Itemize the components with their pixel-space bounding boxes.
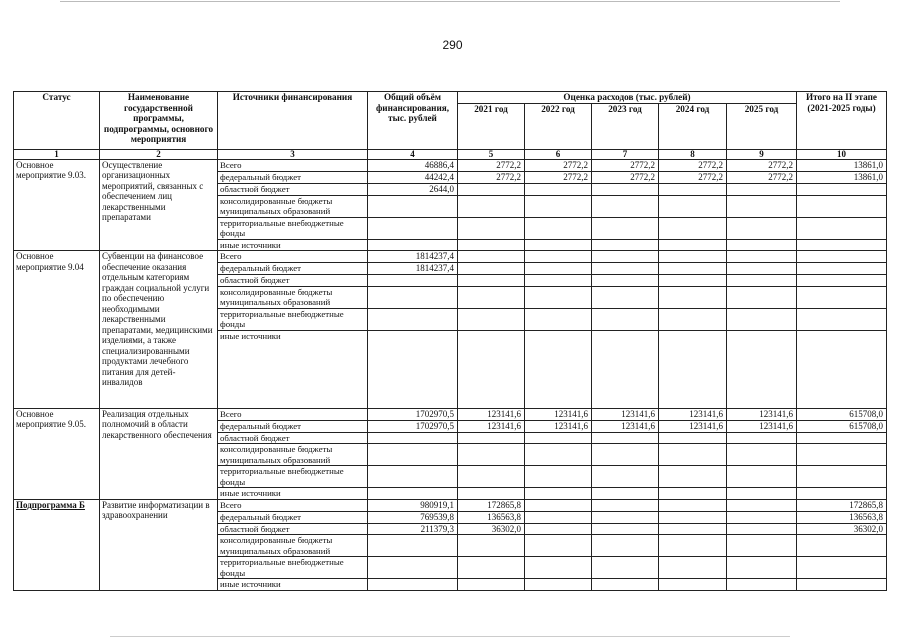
- stage-total-cell: 136563,8: [797, 511, 887, 523]
- funding-source-cell: территориальные внебюджетные фонды: [218, 557, 368, 579]
- header-total: Общий объём финансирования, тыс. рублей: [368, 92, 458, 150]
- year-amount-cell: [659, 195, 727, 217]
- year-amount-cell: [458, 251, 525, 263]
- year-amount-cell: [659, 432, 727, 444]
- year-amount-cell: [592, 183, 659, 195]
- funding-source-cell: консолидированные бюджеты муниципальных образований: [218, 444, 368, 466]
- total-amount-cell: [368, 217, 458, 239]
- year-amount-cell: [659, 488, 727, 500]
- stage-total-cell: [797, 557, 887, 579]
- year-amount-cell: [659, 239, 727, 251]
- funding-source-cell: иные источники: [218, 239, 368, 251]
- status-cell: Основное мероприятие 9.05.: [14, 408, 100, 499]
- year-amount-cell: 123141,6: [525, 420, 592, 432]
- funding-source-cell: областной бюджет: [218, 183, 368, 195]
- year-amount-cell: [592, 263, 659, 275]
- year-amount-cell: [727, 488, 797, 500]
- year-amount-cell: [727, 432, 797, 444]
- stage-total-cell: 172865,8: [797, 499, 887, 511]
- year-amount-cell: [525, 432, 592, 444]
- year-amount-cell: 123141,6: [592, 420, 659, 432]
- year-amount-cell: [727, 239, 797, 251]
- year-amount-cell: [592, 239, 659, 251]
- col-number: 5: [458, 149, 525, 159]
- stage-total-cell: [797, 488, 887, 500]
- year-amount-cell: [458, 308, 525, 330]
- year-amount-cell: [727, 511, 797, 523]
- year-amount-cell: [525, 523, 592, 535]
- year-amount-cell: 123141,6: [659, 420, 727, 432]
- stage-total-cell: [797, 286, 887, 308]
- header-year-2025: 2025 год: [727, 103, 797, 149]
- year-amount-cell: [525, 275, 592, 287]
- funding-source-cell: иные источники: [218, 330, 368, 408]
- year-amount-cell: [592, 308, 659, 330]
- total-amount-cell: 1702970,5: [368, 408, 458, 420]
- year-amount-cell: [727, 286, 797, 308]
- year-amount-cell: [592, 286, 659, 308]
- year-amount-cell: [525, 557, 592, 579]
- funding-source-cell: Всего: [218, 408, 368, 420]
- measure-name-cell: Осуществление организационных мероприятий, связанных с обеспечением лиц лекарственными препаратами: [100, 159, 218, 251]
- year-amount-cell: [458, 263, 525, 275]
- stage-total-cell: 615708,0: [797, 420, 887, 432]
- measure-name-cell: Субвенции на финансовое обеспечение оказания отдельным категориям граждан социальной услуги по обеспечению необходимыми лекарственными препаратами, медицинскими изделиями, а также специализированными продуктами лечебного питания для детей-инвалидов: [100, 251, 218, 409]
- year-amount-cell: [727, 466, 797, 488]
- year-amount-cell: 136563,8: [458, 511, 525, 523]
- stage-total-cell: [797, 263, 887, 275]
- col-number: 10: [797, 149, 887, 159]
- year-amount-cell: [525, 239, 592, 251]
- year-amount-cell: [727, 308, 797, 330]
- year-amount-cell: 123141,6: [592, 408, 659, 420]
- year-amount-cell: [592, 579, 659, 591]
- year-amount-cell: [727, 217, 797, 239]
- year-amount-cell: [458, 432, 525, 444]
- funding-source-cell: территориальные внебюджетные фонды: [218, 217, 368, 239]
- year-amount-cell: [525, 263, 592, 275]
- col-number: 8: [659, 149, 727, 159]
- year-amount-cell: [592, 251, 659, 263]
- status-cell: Основное мероприятие 9.04: [14, 251, 100, 409]
- year-amount-cell: [659, 466, 727, 488]
- financing-table: [13, 91, 887, 591]
- year-amount-cell: [592, 217, 659, 239]
- col-number: 3: [218, 149, 368, 159]
- year-amount-cell: [592, 499, 659, 511]
- stage-total-cell: [797, 217, 887, 239]
- year-amount-cell: [659, 286, 727, 308]
- col-number: 7: [592, 149, 659, 159]
- year-amount-cell: [727, 251, 797, 263]
- year-amount-cell: 2772,2: [525, 159, 592, 171]
- year-amount-cell: 123141,6: [458, 408, 525, 420]
- total-amount-cell: [368, 195, 458, 217]
- year-amount-cell: [525, 308, 592, 330]
- year-amount-cell: 2772,2: [727, 159, 797, 171]
- stage-total-cell: 615708,0: [797, 408, 887, 420]
- col-number: 1: [14, 149, 100, 159]
- stage-total-cell: [797, 466, 887, 488]
- total-amount-cell: 1702970,5: [368, 420, 458, 432]
- total-amount-cell: 2644,0: [368, 183, 458, 195]
- year-amount-cell: 123141,6: [727, 408, 797, 420]
- header-year-2021: 2021 год: [458, 103, 525, 149]
- year-amount-cell: [592, 557, 659, 579]
- year-amount-cell: [592, 535, 659, 557]
- table-body: [14, 159, 887, 590]
- total-amount-cell: [368, 466, 458, 488]
- year-amount-cell: [525, 499, 592, 511]
- year-amount-cell: [592, 511, 659, 523]
- measure-name-cell: Реализация отдельных полномочий в области лекарственного обеспечения: [100, 408, 218, 499]
- year-amount-cell: [659, 251, 727, 263]
- year-amount-cell: [659, 499, 727, 511]
- year-amount-cell: [525, 183, 592, 195]
- year-amount-cell: [659, 444, 727, 466]
- year-amount-cell: [525, 330, 592, 408]
- year-amount-cell: 2772,2: [592, 171, 659, 183]
- status-cell: Подпрограмма Б: [14, 499, 100, 590]
- year-amount-cell: 2772,2: [525, 171, 592, 183]
- year-amount-cell: [659, 275, 727, 287]
- year-amount-cell: 2772,2: [592, 159, 659, 171]
- header-estimate: Оценка расходов (тыс. рублей): [458, 92, 797, 104]
- year-amount-cell: [659, 217, 727, 239]
- table-row: [14, 251, 887, 263]
- year-amount-cell: [727, 579, 797, 591]
- year-amount-cell: [659, 511, 727, 523]
- stage-total-cell: [797, 275, 887, 287]
- year-amount-cell: [727, 275, 797, 287]
- year-amount-cell: [592, 330, 659, 408]
- year-amount-cell: 123141,6: [727, 420, 797, 432]
- funding-source-cell: консолидированные бюджеты муниципальных образований: [218, 535, 368, 557]
- funding-source-cell: федеральный бюджет: [218, 420, 368, 432]
- year-amount-cell: 2772,2: [458, 159, 525, 171]
- year-amount-cell: [727, 444, 797, 466]
- total-amount-cell: [368, 308, 458, 330]
- year-amount-cell: [659, 523, 727, 535]
- year-amount-cell: [458, 217, 525, 239]
- year-amount-cell: [525, 286, 592, 308]
- total-amount-cell: 46886,4: [368, 159, 458, 171]
- stage-total-cell: [797, 195, 887, 217]
- total-amount-cell: [368, 557, 458, 579]
- funding-source-cell: территориальные внебюджетные фонды: [218, 308, 368, 330]
- total-amount-cell: [368, 535, 458, 557]
- year-amount-cell: [659, 330, 727, 408]
- total-amount-cell: [368, 286, 458, 308]
- year-amount-cell: 172865,8: [458, 499, 525, 511]
- year-amount-cell: [458, 466, 525, 488]
- year-amount-cell: [525, 535, 592, 557]
- year-amount-cell: [525, 195, 592, 217]
- header-name: Наименование государственной программы, подпрограммы, основного мероприятия: [100, 92, 218, 150]
- year-amount-cell: 2772,2: [659, 171, 727, 183]
- stage-total-cell: [797, 432, 887, 444]
- year-amount-cell: [727, 499, 797, 511]
- total-amount-cell: [368, 488, 458, 500]
- total-amount-cell: 211379,3: [368, 523, 458, 535]
- col-number: 9: [727, 149, 797, 159]
- stage-total-cell: [797, 579, 887, 591]
- table-row: [14, 408, 887, 420]
- total-amount-cell: 1814237,4: [368, 263, 458, 275]
- funding-source-cell: иные источники: [218, 488, 368, 500]
- year-amount-cell: [727, 523, 797, 535]
- page-number: 290: [442, 38, 463, 52]
- stage-total-cell: [797, 308, 887, 330]
- year-amount-cell: [659, 535, 727, 557]
- measure-name-cell: Развитие информатизации в здравоохранении: [100, 499, 218, 590]
- year-amount-cell: [592, 195, 659, 217]
- year-amount-cell: [525, 466, 592, 488]
- year-amount-cell: [525, 488, 592, 500]
- col-number: 6: [525, 149, 592, 159]
- year-amount-cell: [525, 217, 592, 239]
- year-amount-cell: [659, 308, 727, 330]
- total-amount-cell: [368, 239, 458, 251]
- year-amount-cell: [525, 444, 592, 466]
- bottom-scan-line: [110, 636, 790, 637]
- stage-total-cell: [797, 239, 887, 251]
- year-amount-cell: [458, 444, 525, 466]
- year-amount-cell: [458, 557, 525, 579]
- table-row: [14, 499, 887, 511]
- table-row: [14, 159, 887, 171]
- year-amount-cell: [525, 511, 592, 523]
- total-amount-cell: [368, 330, 458, 408]
- col-number: 2: [100, 149, 218, 159]
- year-amount-cell: [659, 579, 727, 591]
- stage-total-cell: [797, 183, 887, 195]
- year-amount-cell: [592, 444, 659, 466]
- funding-source-cell: Всего: [218, 251, 368, 263]
- total-amount-cell: [368, 579, 458, 591]
- year-amount-cell: 2772,2: [458, 171, 525, 183]
- funding-source-cell: областной бюджет: [218, 432, 368, 444]
- year-amount-cell: [727, 330, 797, 408]
- funding-source-cell: областной бюджет: [218, 275, 368, 287]
- col-number: 4: [368, 149, 458, 159]
- funding-source-cell: Всего: [218, 499, 368, 511]
- year-amount-cell: [659, 557, 727, 579]
- year-amount-cell: [592, 488, 659, 500]
- year-amount-cell: [727, 263, 797, 275]
- year-amount-cell: [458, 286, 525, 308]
- year-amount-cell: [458, 488, 525, 500]
- funding-source-cell: консолидированные бюджеты муниципальных образований: [218, 195, 368, 217]
- year-amount-cell: 2772,2: [659, 159, 727, 171]
- year-amount-cell: [727, 195, 797, 217]
- year-amount-cell: [592, 432, 659, 444]
- header-source: Источники финансирования: [218, 92, 368, 150]
- status-cell: Основное мероприятие 9.03.: [14, 159, 100, 251]
- stage-total-cell: 13861,0: [797, 171, 887, 183]
- header-year-2023: 2023 год: [592, 103, 659, 149]
- year-amount-cell: 2772,2: [727, 171, 797, 183]
- year-amount-cell: [659, 263, 727, 275]
- year-amount-cell: [458, 195, 525, 217]
- stage-total-cell: [797, 444, 887, 466]
- funding-source-cell: областной бюджет: [218, 523, 368, 535]
- year-amount-cell: [458, 535, 525, 557]
- year-amount-cell: [458, 183, 525, 195]
- funding-source-cell: иные источники: [218, 579, 368, 591]
- header-stage-total: Итого на II этапе (2021-2025 годы): [797, 92, 887, 150]
- total-amount-cell: 44242,4: [368, 171, 458, 183]
- year-amount-cell: 123141,6: [458, 420, 525, 432]
- year-amount-cell: [727, 183, 797, 195]
- total-amount-cell: [368, 432, 458, 444]
- funding-source-cell: федеральный бюджет: [218, 511, 368, 523]
- stage-total-cell: [797, 251, 887, 263]
- year-amount-cell: [592, 523, 659, 535]
- year-amount-cell: [525, 251, 592, 263]
- year-amount-cell: [659, 183, 727, 195]
- year-amount-cell: [592, 275, 659, 287]
- funding-source-cell: Всего: [218, 159, 368, 171]
- year-amount-cell: 36302,0: [458, 523, 525, 535]
- year-amount-cell: [458, 239, 525, 251]
- top-scan-line: [60, 1, 840, 2]
- year-amount-cell: [525, 579, 592, 591]
- total-amount-cell: 1814237,4: [368, 251, 458, 263]
- total-amount-cell: 980919,1: [368, 499, 458, 511]
- year-amount-cell: [592, 466, 659, 488]
- header-year-2022: 2022 год: [525, 103, 592, 149]
- year-amount-cell: [727, 557, 797, 579]
- year-amount-cell: [458, 330, 525, 408]
- year-amount-cell: [458, 275, 525, 287]
- funding-source-cell: федеральный бюджет: [218, 171, 368, 183]
- stage-total-cell: 13861,0: [797, 159, 887, 171]
- total-amount-cell: [368, 275, 458, 287]
- year-amount-cell: 123141,6: [525, 408, 592, 420]
- year-amount-cell: 123141,6: [659, 408, 727, 420]
- header-status: Статус: [14, 92, 100, 150]
- year-amount-cell: [727, 535, 797, 557]
- total-amount-cell: [368, 444, 458, 466]
- funding-source-cell: консолидированные бюджеты муниципальных образований: [218, 286, 368, 308]
- funding-source-cell: территориальные внебюджетные фонды: [218, 466, 368, 488]
- header-year-2024: 2024 год: [659, 103, 727, 149]
- stage-total-cell: [797, 535, 887, 557]
- funding-source-cell: федеральный бюджет: [218, 263, 368, 275]
- stage-total-cell: 36302,0: [797, 523, 887, 535]
- year-amount-cell: [458, 579, 525, 591]
- stage-total-cell: [797, 330, 887, 408]
- total-amount-cell: 769539,8: [368, 511, 458, 523]
